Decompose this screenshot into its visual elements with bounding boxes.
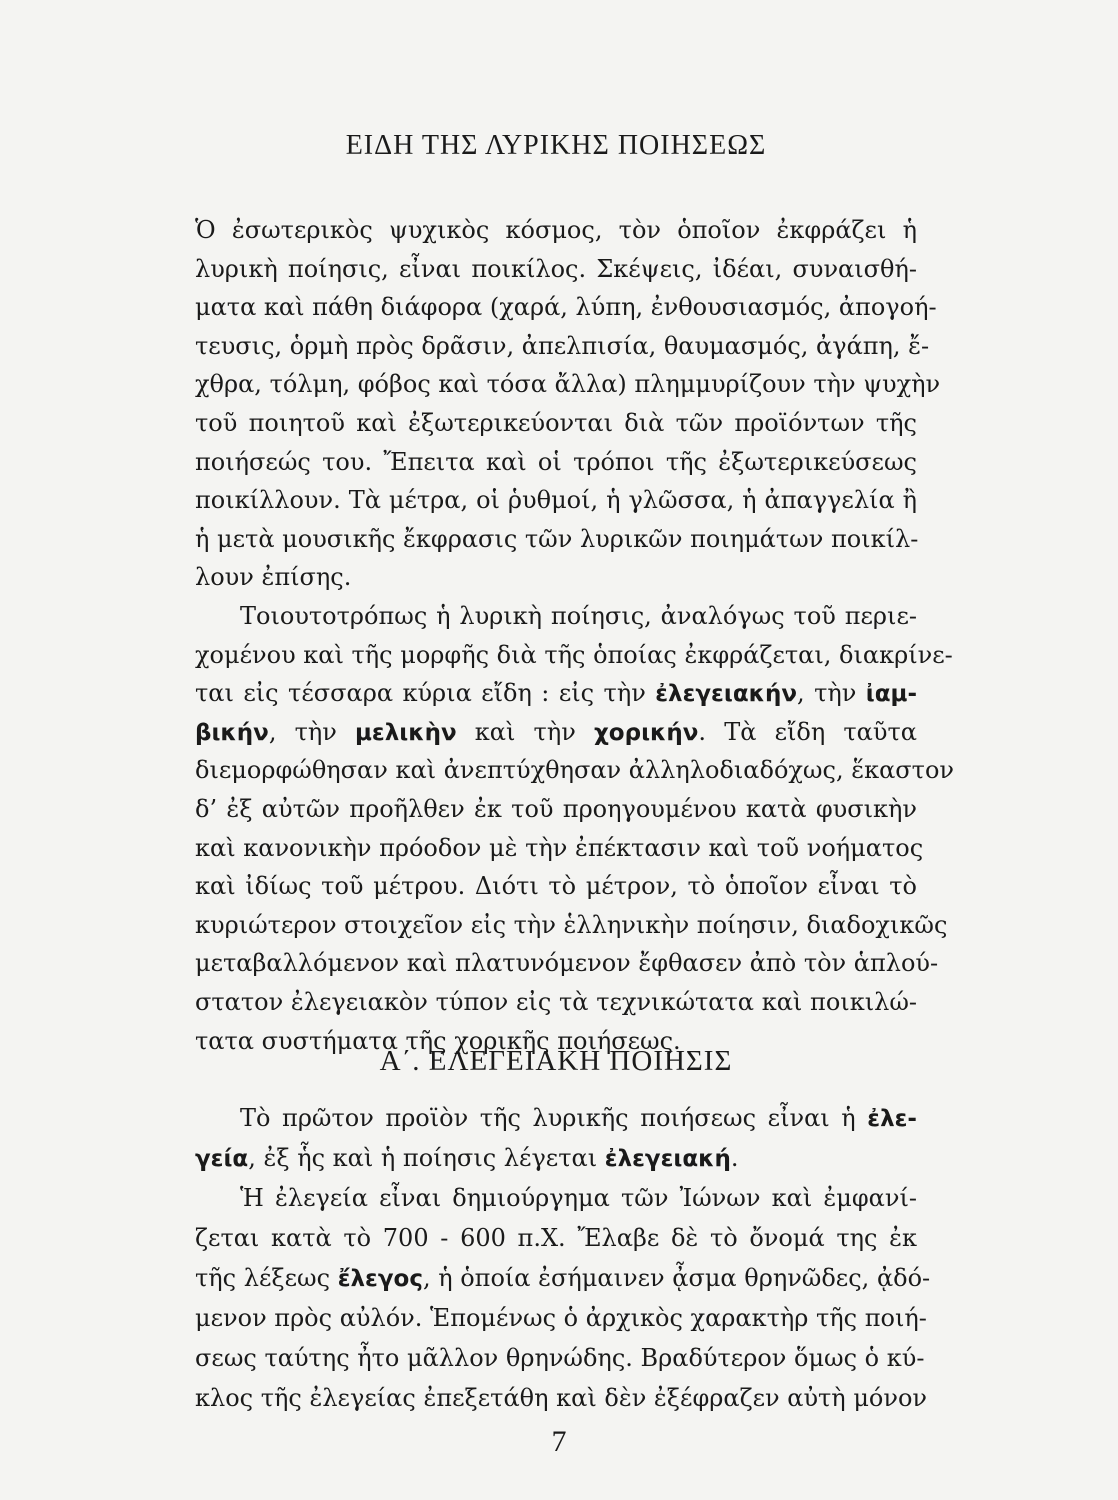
- text-line-with-terms: [240, 1098, 917, 1138]
- term-iambic-cont: βικήν: [195, 719, 269, 746]
- term-elegos: ἔλεγος: [337, 1266, 423, 1292]
- text-line: καὶ κανονικὴν πρόοδον μὲ τὴν ἐπέκτασιν καὶ τοῦ νοήματος: [195, 833, 924, 862]
- text-line-with-terms: [195, 712, 917, 752]
- text-line: λουν ἐπίσης.: [195, 563, 352, 592]
- text-run: ται εἰς τέσσαρα κύρια εἴδη : εἰς τὴν: [195, 679, 646, 708]
- text-run: τῆς λέξεως: [195, 1264, 331, 1292]
- text-run: καὶ τὴν: [474, 717, 576, 746]
- term-choral: χορικήν: [593, 719, 699, 746]
- text-line-with-terms: [195, 1258, 931, 1298]
- text-run: Τὸ πρῶτον προϊὸν τῆς λυρικῆς ποιήσεως εἶναι ἡ: [240, 1104, 856, 1132]
- text-line: λυρικὴ ποίησις, εἶναι ποικίλος. Σκέψεις, ἰδέαι, συναισθή-: [195, 254, 917, 283]
- term-elegiac-2: ἐλεγειακή: [604, 1146, 731, 1172]
- term-iambic: ἰαμ-: [865, 681, 917, 708]
- text-line: μεταβαλλόμενον καὶ πλατυνόμενον ἔφθασεν ἀπὸ τὸν ἁπλού-: [195, 949, 939, 978]
- text-line: διεμορφώθησαν καὶ ἀνεπτύχθησαν ἀλληλοδιαδόχως, ἕκαστον: [195, 756, 954, 785]
- term-elegiac: ἐλεγειακήν: [655, 681, 798, 708]
- text-line: τατα συστήματα τῆς χορικῆς ποιήσεως.: [195, 1026, 681, 1055]
- text-run: , τὴν: [268, 717, 337, 746]
- text-line: σεως ταύτης ἦτο μᾶλλον θρηνώδης. Βραδύτερον ὅμως ὁ κύ-: [195, 1344, 925, 1372]
- text-line: χομένου καὶ τῆς μορφῆς διὰ τῆς ὁποίας ἐκφράζεται, διακρίνε-: [195, 640, 953, 669]
- text-line: ποιήσεώς του. Ἔπειτα καὶ οἱ τρόποι τῆς ἐξωτερικεύσεως: [195, 447, 917, 476]
- text-line: ποικίλλουν. Τὰ μέτρα, οἱ ῥυθμοί, ἡ γλῶσσα, ἡ ἀπαγγελία ἢ: [195, 486, 917, 515]
- text-line: κυριώτερον στοιχεῖον εἰς τὴν ἑλληνικὴν ποίησιν, διαδοχικῶς: [195, 910, 948, 939]
- term-elegy: ἐλε-: [867, 1106, 917, 1132]
- text-line: ζεται κατὰ τὸ 700 - 600 π.Χ. Ἔλαβε δὲ τὸ ὄνομά της ἐκ: [195, 1224, 917, 1252]
- text-line: κλος τῆς ἐλεγείας ἐπεξετάθη καὶ δὲν ἐξέφραζεν αὐτὴ μόνον: [195, 1384, 927, 1412]
- text-line: Ὁ ἐσωτερικὸς ψυχικὸς κόσμος, τὸν ὁποῖον ἐκφράζει ἡ: [195, 216, 917, 244]
- text-line: ἡ μετὰ μουσικῆς ἔκφρασις τῶν λυρικῶν ποιημάτων ποικίλ-: [195, 524, 919, 553]
- text-run: . Τὰ εἴδη ταῦτα: [698, 717, 917, 746]
- text-line: τοῦ ποιητοῦ καὶ ἐξωτερικεύονται διὰ τῶν προϊόντων τῆς: [195, 409, 917, 437]
- text-line: καὶ ἰδίως τοῦ μέτρου. Διότι τὸ μέτρον, τὸ ὁποῖον εἶναι τὸ: [195, 872, 917, 901]
- text-line: στατον ἐλεγειακὸν τύπον εἰς τὰ τεχνικώτατα καὶ ποικιλώ-: [195, 988, 917, 1016]
- text-line: ματα καὶ πάθη διάφορα (χαρά, λύπη, ἐνθουσιασμός, ἀπογοή-: [195, 293, 937, 322]
- term-melic: μελικὴν: [355, 719, 457, 746]
- text-line: δ’ ἐξ αὐτῶν προῆλθεν ἐκ τοῦ προηγουμένου κατὰ φυσικὴν: [195, 795, 917, 823]
- text-run: .: [730, 1144, 739, 1172]
- text-run: , ἡ ὁποία ἐσήμαινεν ᾆσμα θρηνῶδες, ᾀδό-: [422, 1264, 931, 1292]
- text-line-with-terms: [195, 1138, 917, 1178]
- text-line: χθρα, τόλμη, φόβος καὶ τόσα ἄλλα) πλημμυρίζουν τὴν ψυχὴν: [195, 370, 941, 399]
- chapter-title: ΕΙΔΗ ΤΗΣ ΛΥΡΙΚΗΣ ΠΟΙΗΣΕΩΣ: [345, 130, 767, 161]
- term-elegy-cont: γεία: [195, 1146, 249, 1172]
- text-line: Τοιουτοτρόπως ἡ λυρικὴ ποίησις, ἀναλόγως τοῦ περιε-: [240, 602, 917, 630]
- text-run: , τὴν: [797, 679, 857, 708]
- section-title: Α΄. ΕΛΕΓΕΙΑΚΗ ΠΟΙΗΣΙΣ: [379, 1045, 733, 1077]
- text-run: , ἐξ ἧς καὶ ἡ ποίησις λέγεται: [248, 1144, 598, 1172]
- text-line-with-terms: [195, 673, 917, 713]
- text-line: τευσις, ὁρμὴ πρὸς δρᾶσιν, ἀπελπισία, θαυμασμός, ἀγάπη, ἔ-: [195, 331, 930, 360]
- text-line: μενον πρὸς αὐλόν. Ἑπομένως ὁ ἀρχικὸς χαρακτὴρ τῆς ποιή-: [195, 1304, 927, 1332]
- page-number: 7: [551, 1425, 567, 1458]
- text-line: Ἡ ἐλεγεία εἶναι δημιούργημα τῶν Ἰώνων καὶ ἐμφανί-: [240, 1184, 917, 1212]
